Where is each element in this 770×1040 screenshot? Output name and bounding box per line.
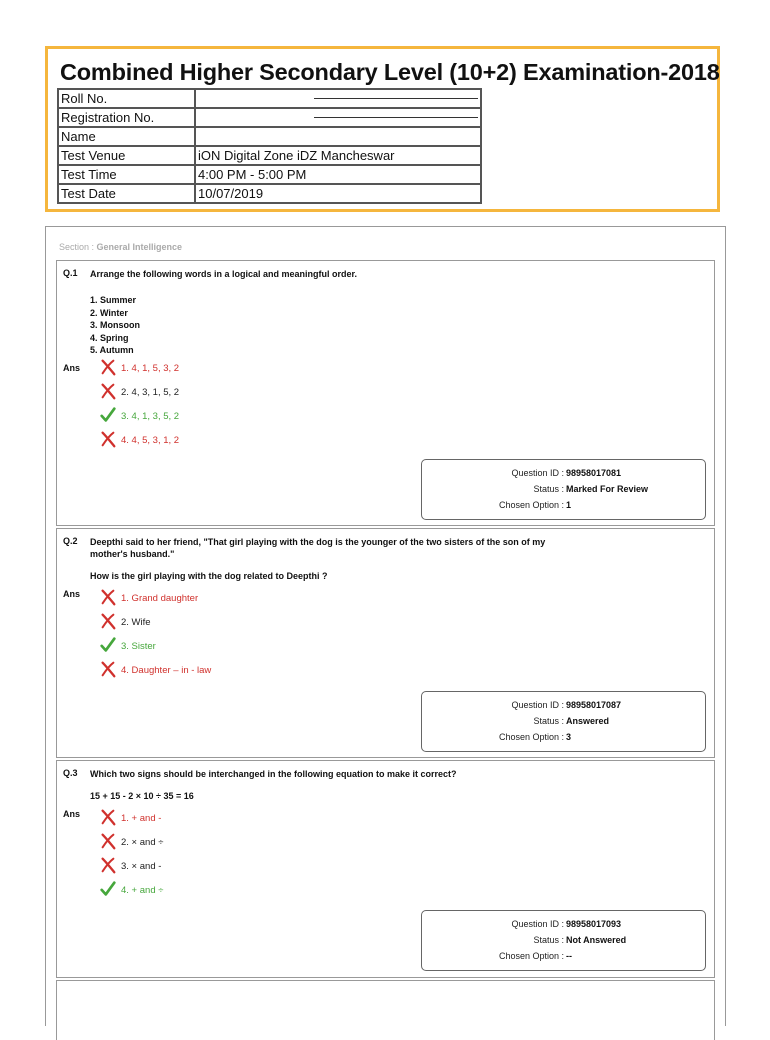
option-text: 2. 4, 3, 1, 5, 2: [121, 386, 180, 398]
option-text: 3. × and -: [121, 860, 162, 872]
question-word-list: [90, 294, 560, 357]
option: [99, 809, 161, 827]
chosen-option-label: Chosen Option :: [498, 951, 564, 961]
question-text: Arrange the following words in a logical and meaningful order.: [90, 269, 358, 279]
option: [99, 661, 211, 679]
info-label: Roll No.: [58, 89, 195, 108]
option-text: 4. 4, 5, 3, 1, 2: [121, 434, 180, 446]
option: [99, 431, 179, 449]
status-value: Not Answered: [566, 935, 627, 945]
option-text: 1. + and -: [121, 812, 162, 824]
option: [99, 359, 179, 377]
info-row-date: [58, 184, 481, 203]
info-label: Test Venue: [58, 146, 195, 165]
question-id-value: 98958017093: [566, 919, 622, 929]
info-row-registration: [58, 108, 481, 127]
cross-icon: [99, 808, 121, 829]
option-text: 1. 4, 1, 5, 3, 2: [121, 362, 180, 374]
info-value: iON Digital Zone iDZ Mancheswar: [195, 146, 481, 165]
question-number: Q.1: [63, 268, 78, 278]
question-text-block: [90, 536, 560, 582]
info-row-name: [58, 127, 481, 146]
exam-header: [45, 46, 720, 212]
question-equation: 15 + 15 - 2 × 10 ÷ 35 = 16: [90, 791, 194, 801]
chosen-option-value: --: [566, 951, 572, 961]
blank-line: [314, 117, 478, 118]
status-value: Marked For Review: [566, 484, 649, 494]
ans-label: Ans: [63, 809, 81, 819]
exam-title: Combined Higher Secondary Level (10+2) Examination-2018: [60, 59, 720, 85]
status-value: Answered: [566, 716, 610, 726]
cross-icon: [99, 832, 121, 853]
cross-icon: [99, 588, 121, 609]
info-value: 10/07/2019: [195, 184, 481, 203]
option: [99, 383, 179, 401]
info-label: Name: [58, 127, 195, 146]
question-id-value: 98958017087: [566, 700, 622, 710]
list-item: 2. Winter: [90, 307, 128, 318]
info-row-time: [58, 165, 481, 184]
info-label: Test Time: [58, 165, 195, 184]
question-number: Q.2: [63, 536, 78, 546]
info-value: [195, 89, 481, 108]
cross-icon: [99, 612, 121, 633]
section-container: [45, 226, 726, 1026]
status-label: Status :: [533, 935, 564, 945]
info-label: Test Date: [58, 184, 195, 203]
question-text: Deepthi said to her friend, "That girl playing with the dog is the younger of the two sisters of the son of my mother's husband.": [90, 537, 546, 559]
status-label: Status :: [533, 484, 564, 494]
tick-icon: [99, 636, 121, 657]
info-value: [195, 127, 481, 146]
question-text-block: [90, 768, 650, 802]
list-item: 3. Monsoon: [90, 320, 140, 330]
question-card: [56, 760, 715, 978]
tick-icon: [99, 406, 121, 427]
option: [99, 857, 161, 875]
cross-icon: [99, 382, 121, 403]
cross-icon: [99, 358, 121, 379]
option: [99, 637, 156, 655]
chosen-option-value: 3: [566, 732, 572, 742]
option-text: 1. Grand daughter: [121, 592, 199, 604]
option: [99, 881, 163, 899]
cross-icon: [99, 660, 121, 681]
question-id-label: Question ID :: [511, 919, 564, 929]
list-item: 5. Autumn: [90, 345, 134, 355]
chosen-option-label: Chosen Option :: [498, 500, 564, 510]
option-text: 3. 4, 1, 3, 5, 2: [121, 410, 180, 422]
question-text: Which two signs should be interchanged in the following equation to make it correct?: [90, 769, 457, 779]
ans-label: Ans: [63, 363, 81, 373]
chosen-option-value: 1: [566, 500, 572, 510]
cross-icon: [99, 430, 121, 451]
info-value: 4:00 PM - 5:00 PM: [195, 165, 481, 184]
ans-label: Ans: [63, 589, 81, 599]
candidate-info-table: [57, 88, 482, 204]
option: [99, 589, 198, 607]
status-label: Status :: [533, 716, 564, 726]
info-row-venue: [58, 146, 481, 165]
section-prefix: Section :: [59, 242, 97, 252]
info-row-roll: [58, 89, 481, 108]
question-card-partial: [56, 980, 715, 1040]
question-info-card: [421, 691, 706, 752]
tick-icon: [99, 880, 121, 901]
option-text: 2. × and ÷: [121, 836, 164, 848]
info-label: Registration No.: [58, 108, 195, 127]
option-text: 2. Wife: [121, 616, 151, 628]
question-id-label: Question ID :: [511, 468, 564, 478]
cross-icon: [99, 856, 121, 877]
question-number: Q.3: [63, 768, 78, 778]
blank-line: [314, 98, 478, 99]
list-item: 4. Spring: [90, 332, 129, 343]
option-text: 4. + and ÷: [121, 884, 164, 896]
question-info-card: [421, 910, 706, 971]
section-label: [59, 242, 182, 252]
info-value: [195, 108, 481, 127]
option-text: 4. Daughter – in - law: [121, 664, 212, 676]
question-card: [56, 528, 715, 758]
question-id-label: Question ID :: [511, 700, 564, 710]
option-text: 3. Sister: [121, 640, 156, 652]
option: [99, 407, 179, 425]
question-info-card: [421, 459, 706, 520]
list-item: 1. Summer: [90, 295, 137, 305]
chosen-option-label: Chosen Option :: [498, 732, 564, 742]
question-subtext: How is the girl playing with the dog related to Deepthi ?: [90, 571, 328, 581]
option: [99, 613, 151, 631]
option: [99, 833, 163, 851]
question-id-value: 98958017081: [566, 468, 622, 478]
question-text-block: [90, 268, 560, 357]
question-card: [56, 260, 715, 526]
section-name: General Intelligence: [96, 242, 183, 252]
